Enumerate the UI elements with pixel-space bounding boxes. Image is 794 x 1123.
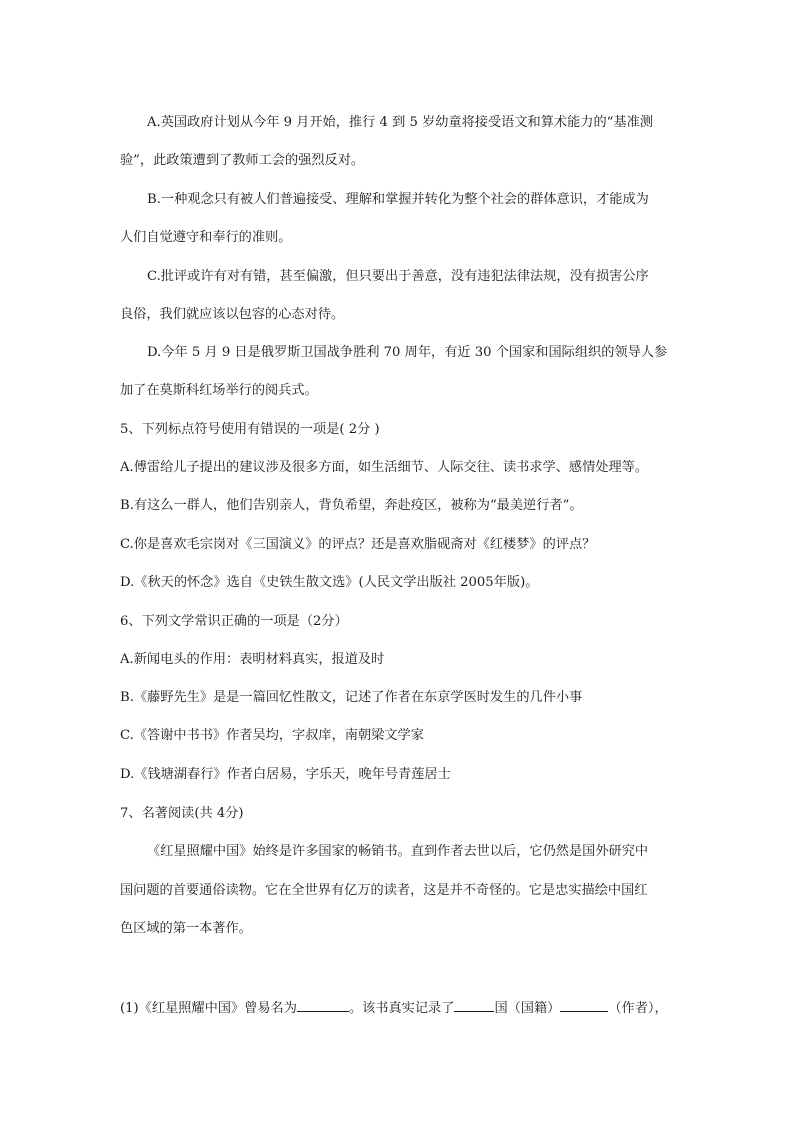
q7-passage-line3: 色区域的第一本著作。 — [120, 921, 252, 936]
q7-sub1-part4: （作者）， — [608, 1001, 668, 1016]
q5-option-b: B.有这么一群人，他们告别亲人，背负希望，奔赴疫区，被称为“最美逆行者”。 — [120, 498, 583, 513]
q6-option-a: A.新闻电头的作用：表明材料真实，报道及时 — [120, 652, 385, 667]
q4-option-b-line2: 人们自觉遵守和奉行的准则。 — [120, 230, 292, 245]
q7-passage-line1: 《红星照耀中国》始终是许多国家的畅销书。直到作者去世以后，它仍然是国外研究中 — [147, 844, 649, 859]
q7-sub1-blank-country[interactable] — [454, 998, 494, 1012]
q7-passage-line2: 国问题的首要通俗读物。它在全世界有亿万的读者，这是并不奇怪的。它是忠实描绘中国红 — [120, 883, 648, 898]
q7-sub1-part3: 国（国籍） — [494, 1001, 561, 1016]
q4-option-c-line1: C.批评或许有对有错，甚至偏激，但只要出于善意，没有违犯法律法规，没有损害公序 — [147, 269, 649, 284]
q4-option-c-line2: 良俗，我们就应该以包容的心态对待。 — [120, 307, 345, 322]
q5-option-a: A.傅雷给儿子提出的建议涉及很多方面，如生活细节、人际交往、读书求学、感情处理等。 — [120, 460, 649, 475]
q4-option-d-line2: 加了在莫斯科红场举行的阅兵式。 — [120, 383, 318, 398]
q6-stem: 6、下列文学常识正确的一项是（2分） — [120, 614, 348, 629]
q4-option-a-line2: 验”，此政策遭到了教师工会的强烈反对。 — [120, 153, 365, 168]
q7-stem: 7、名著阅读(共 4分) — [120, 806, 244, 821]
q7-sub1-part1: (1)《红星照耀中国》曾易名为 — [120, 1001, 297, 1016]
q6-option-c: C.《答谢中书书》作者吴均，字叔庠，南朝梁文学家 — [120, 728, 424, 743]
q7-sub1-blank-author[interactable] — [560, 998, 608, 1012]
q5-stem: 5、下列标点符号使用有错误的一项是( 2分 ) — [120, 422, 380, 437]
q7-sub1-part2: 。该书真实记录了 — [348, 1001, 455, 1016]
q6-option-b: B.《藤野先生》是是一篇回忆性散文，记述了作者在东京学医时发生的几件小事 — [120, 690, 583, 705]
q4-option-a-line1: A.英国政府计划从今年 9 月开始，推行 4 到 5 岁幼童将接受语文和算术能力的“基准测 — [147, 115, 653, 130]
q5-option-d: D.《秋天的怀念》选自《史铁生散文选》(人民文学出版社 2005年版)。 — [120, 575, 539, 590]
q5-option-c: C.你是喜欢毛宗岗对《三国演义》的评点？还是喜欢脂砚斋对《红楼梦》的评点？ — [120, 537, 596, 552]
q4-option-d-line1: D.今年 5 月 9 日是俄罗斯卫国战争胜利 70 周年，有近 30 个国家和国际组织的领导人参 — [147, 345, 668, 360]
q7-sub1-blank-title[interactable] — [297, 998, 349, 1012]
q6-option-d: D.《钱塘湖春行》作者白居易，字乐天，晚年号青莲居士 — [120, 767, 451, 782]
q7-sub1 — [120, 998, 668, 1018]
q4-option-b-line1: B.一种观念只有被人们普遍接受、理解和掌握并转化为整个社会的群体意识，才能成为 — [147, 192, 649, 207]
